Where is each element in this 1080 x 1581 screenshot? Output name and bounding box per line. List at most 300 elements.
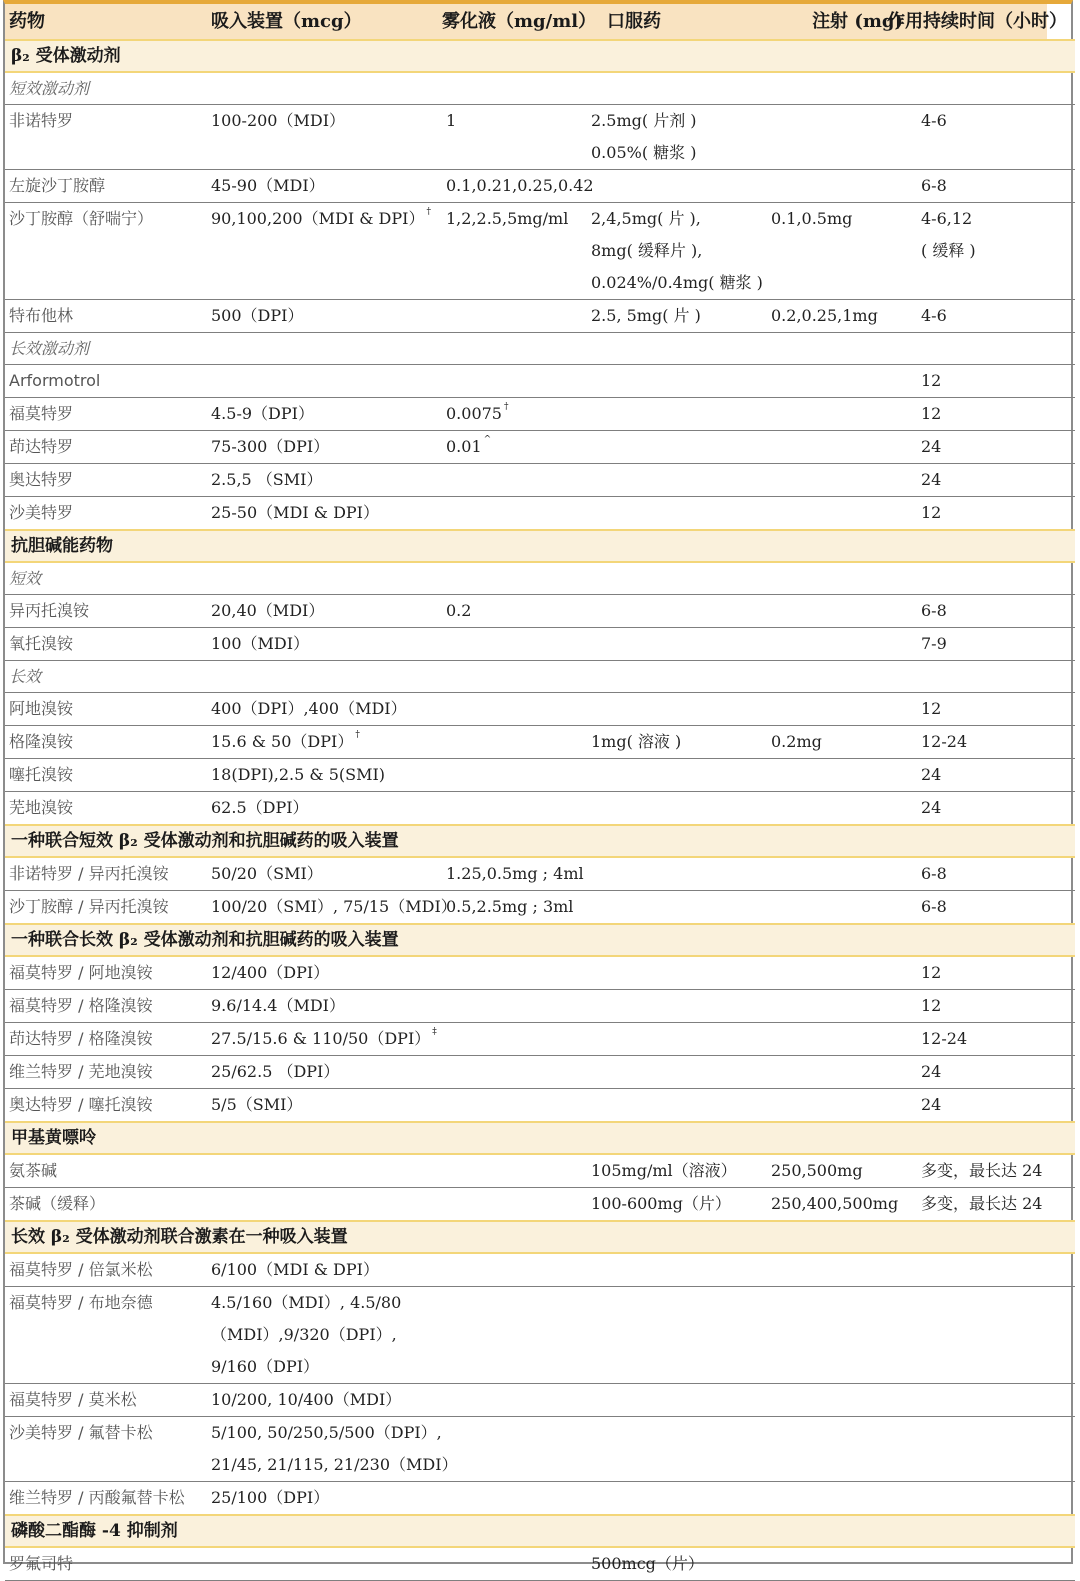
cell-injection: [767, 1253, 915, 1287]
section-header-row: [5, 530, 1075, 562]
cell-duration: [915, 1287, 1075, 1384]
cell-drug: 福莫特罗 / 阿地溴铵: [9, 963, 153, 982]
cell-nebulizer: [442, 300, 587, 333]
cell-duration: [915, 203, 1075, 300]
cell-duration: [915, 300, 1075, 333]
cell-inhaler: [207, 1056, 442, 1089]
cell-oral: [587, 628, 767, 661]
cell-injection: [767, 792, 915, 826]
table-row: [5, 693, 1075, 726]
cell-drug: 非诺特罗 / 异丙托溴铵: [9, 864, 169, 883]
oral-line: 1mg( 溶液 ): [591, 732, 682, 751]
cell-inhaler: [207, 1287, 442, 1384]
inhaler-value: 2.5,5 （SMI）: [211, 470, 323, 489]
cell-nebulizer: [442, 497, 587, 531]
cell-injection: [767, 1417, 915, 1482]
oral-line: 2.5mg( 片剂 ): [591, 111, 697, 130]
nebulizer-value: 1: [446, 111, 457, 130]
header-inhaler: 吸入装置（mcg）: [211, 11, 362, 32]
header-drug: 药物: [9, 11, 45, 32]
cell-injection: [767, 105, 915, 170]
subgroup-row: [5, 661, 1075, 693]
cell-drug: 特布他林: [9, 306, 74, 325]
cell-nebulizer: [442, 170, 594, 203]
nebulizer-value: 0.01: [446, 437, 482, 456]
cell-drug: 芜地溴铵: [9, 798, 74, 817]
subgroup-title: 短效激动剂: [9, 79, 90, 98]
cell-drug: 福莫特罗 / 莫米松: [9, 1390, 137, 1409]
duration-line: 4-6: [921, 111, 947, 130]
cell-injection: 250,400,500mg: [771, 1194, 899, 1213]
inhaler-line: 9/160（DPI）: [211, 1357, 320, 1376]
inhaler-value: 5/5（SMI）: [211, 1095, 303, 1114]
section-title: β₂ 受体激动剂: [11, 46, 121, 66]
table-row: [5, 990, 1075, 1023]
duration-line: 多变，最长达 24: [921, 1161, 1043, 1180]
cell-injection: 250,500mg: [771, 1161, 863, 1180]
cell-inhaler: [207, 1154, 442, 1188]
duration-line: 12: [921, 404, 942, 423]
cell-oral: [587, 891, 767, 925]
cell-oral: [587, 1023, 767, 1056]
duration-line: 6-8: [921, 864, 947, 883]
oral-line: 0.05%( 糖浆 ): [591, 143, 697, 162]
cell-duration: [915, 105, 1075, 170]
table-row: [5, 1056, 1075, 1089]
cell-injection: [767, 759, 915, 792]
cell-oral: [587, 857, 767, 891]
nebulizer-value: 0.5,2.5mg ; 3ml: [446, 897, 574, 916]
cell-oral: [587, 431, 767, 464]
cell-inhaler: [207, 1482, 442, 1516]
header-oral: 口服药: [607, 11, 661, 32]
section-header-row: [5, 825, 1075, 857]
cell-drug: 氧托溴铵: [9, 634, 74, 653]
oral-line: 100-600mg（片）: [591, 1194, 731, 1213]
duration-line: 4-6: [921, 306, 947, 325]
cell-drug: 福莫特罗: [9, 404, 74, 423]
inhaler-value: 10/200, 10/400（MDI）: [211, 1390, 402, 1409]
table-row: [5, 1384, 1075, 1417]
cell-injection: [767, 1023, 915, 1056]
cell-inhaler: [207, 726, 442, 759]
cell-nebulizer: [442, 990, 587, 1023]
section-header-row: [5, 1122, 1075, 1154]
cell-duration: [915, 1547, 1075, 1581]
cell-injection: [767, 1482, 915, 1516]
cell-duration: [915, 726, 1075, 759]
cell-drug: 福莫特罗 / 布地奈德: [9, 1293, 153, 1312]
cell-drug: 格隆溴铵: [9, 732, 74, 751]
cell-inhaler: [207, 398, 442, 431]
cell-drug: 福莫特罗 / 格隆溴铵: [9, 996, 153, 1015]
table-row: [5, 1154, 1075, 1188]
duration-line: 多变，最长达 24: [921, 1194, 1043, 1213]
duration-line: 12: [921, 699, 942, 718]
section-title: 长效 β₂ 受体激动剂联合激素在一种吸入装置: [11, 1227, 348, 1247]
footnote-marker: ‡: [432, 1027, 437, 1037]
table-row: [5, 105, 1075, 170]
cell-injection: [767, 891, 915, 925]
inhaler-value: 25/100（DPI）: [211, 1488, 330, 1507]
inhaler-value: 62.5（DPI）: [211, 798, 309, 817]
nebulizer-value: 0.2: [446, 601, 472, 620]
cell-oral: [587, 693, 767, 726]
cell-duration: [915, 1023, 1075, 1056]
cell-duration: [915, 1384, 1075, 1417]
cell-nebulizer: [442, 1384, 587, 1417]
cell-drug: 维兰特罗 / 芜地溴铵: [9, 1062, 153, 1081]
cell-injection: [767, 1089, 915, 1123]
cell-duration: [915, 857, 1075, 891]
cell-inhaler: [207, 497, 442, 531]
subgroup-row: [5, 562, 1075, 595]
duration-line: 6-8: [921, 176, 947, 195]
cell-inhaler: [207, 170, 442, 203]
cell-nebulizer: [442, 203, 587, 300]
cell-nebulizer: [442, 105, 587, 170]
section-title: 一种联合短效 β₂ 受体激动剂和抗胆碱药的吸入装置: [11, 831, 399, 851]
cell-injection: [767, 1547, 915, 1581]
cell-inhaler: [207, 693, 442, 726]
table-row: [5, 464, 1075, 497]
cell-injection: [767, 693, 915, 726]
table-row: [5, 1417, 1075, 1482]
section-title: 一种联合长效 β₂ 受体激动剂和抗胆碱药的吸入装置: [11, 930, 399, 950]
cell-injection: [767, 628, 915, 661]
cell-oral: [587, 595, 767, 628]
header-nebulizer: 雾化液（mg/ml）: [442, 11, 597, 32]
cell-duration: [915, 1417, 1075, 1482]
cell-inhaler: [207, 857, 442, 891]
cell-drug: 沙美特罗 / 氟替卡松: [9, 1423, 153, 1442]
inhaler-line: 4.5/160（MDI）, 4.5/80: [211, 1293, 402, 1312]
table-row: [5, 1089, 1075, 1123]
cell-duration: [915, 956, 1075, 990]
cell-nebulizer: [442, 792, 587, 826]
oral-line: 2,4,5mg( 片 ),: [591, 209, 701, 228]
nebulizer-value: 0.0075: [446, 404, 502, 423]
cell-oral: [587, 956, 767, 990]
cell-inhaler: [207, 1253, 442, 1287]
inhaler-value: 100-200（MDI）: [211, 111, 346, 130]
table-row: [5, 170, 1075, 203]
table-row: [5, 759, 1075, 792]
cell-inhaler: [207, 595, 442, 628]
cell-nebulizer: [442, 1482, 587, 1516]
duration-line: 24: [921, 1062, 942, 1081]
cell-inhaler: [207, 105, 442, 170]
cell-drug: 茚达特罗: [9, 437, 74, 456]
cell-duration: [915, 792, 1075, 826]
cell-oral: [587, 464, 767, 497]
table-header-row: [5, 4, 1075, 40]
header-injection: 注射 (mg): [812, 11, 903, 32]
cell-inhaler: [207, 1547, 442, 1581]
cell-duration: [915, 1188, 1075, 1222]
inhaler-line: （MDI）,9/320（DPI）,: [211, 1325, 397, 1344]
duration-line: 12: [921, 371, 942, 390]
cell-inhaler: [207, 431, 442, 464]
cell-inhaler: [207, 300, 442, 333]
section-header-row: [5, 40, 1075, 72]
table-row: [5, 1253, 1075, 1287]
inhaler-value: 100（MDI）: [211, 634, 310, 653]
section-title: 磷酸二酯酶 -4 抑制剂: [11, 1521, 178, 1541]
inhaler-value: 12/400（DPI）: [211, 963, 330, 982]
cell-nebulizer: [442, 1253, 587, 1287]
subgroup-title: 长效: [9, 667, 42, 686]
cell-inhaler: [207, 792, 442, 826]
cell-nebulizer: [442, 431, 587, 464]
cell-duration: [915, 1253, 1075, 1287]
cell-drug: Arformotrol: [9, 371, 101, 390]
header-duration: 作用持续时间（小时）: [887, 11, 1067, 32]
drug-table-container: [3, 0, 1073, 1573]
cell-nebulizer: [442, 1023, 587, 1056]
cell-oral: [587, 398, 767, 431]
table-row: [5, 203, 1075, 300]
oral-line: 8mg( 缓释片 ),: [591, 241, 703, 260]
cell-inhaler: [207, 1023, 442, 1056]
cell-injection: [767, 595, 915, 628]
subgroup-row: [5, 72, 1075, 105]
cell-oral: [587, 497, 767, 531]
cell-duration: [915, 431, 1075, 464]
duration-line: 24: [921, 437, 942, 456]
cell-inhaler: [207, 759, 442, 792]
cell-nebulizer: [442, 956, 587, 990]
nebulizer-value: 1.25,0.5mg ; 4ml: [446, 864, 584, 883]
inhaler-value: 45-90（MDI）: [211, 176, 325, 195]
inhaler-line: 5/100, 50/250,5/500（DPI）,: [211, 1423, 442, 1442]
cell-duration: [915, 398, 1075, 431]
cell-nebulizer: [442, 1417, 587, 1482]
cell-nebulizer: [442, 891, 587, 925]
subgroup-title: 短效: [9, 569, 42, 588]
duration-line: 7-9: [921, 634, 947, 653]
table-row: [5, 365, 1075, 398]
table-row: [5, 1023, 1075, 1056]
cell-duration: [915, 990, 1075, 1023]
table-row: [5, 628, 1075, 661]
inhaler-value: 100/20（SMI）, 75/15（MDI）: [211, 897, 457, 916]
cell-oral: [587, 1089, 767, 1123]
duration-line: 24: [921, 798, 942, 817]
cell-duration: [915, 1056, 1075, 1089]
duration-line: 24: [921, 1095, 942, 1114]
cell-drug: 沙丁胺醇（舒喘宁）: [9, 209, 154, 228]
subgroup-row: [5, 333, 1075, 365]
cell-duration: [915, 170, 1075, 203]
cell-drug: 奥达特罗: [9, 470, 74, 489]
cell-oral: [587, 990, 767, 1023]
cell-nebulizer: [442, 1547, 587, 1581]
nebulizer-value: 1,2,2.5,5mg/ml: [446, 209, 569, 228]
cell-duration: [915, 759, 1075, 792]
section-title: 抗胆碱能药物: [11, 536, 113, 556]
inhaler-value: 27.5/15.6 & 110/50（DPI）: [211, 1029, 431, 1048]
cell-duration: [915, 1154, 1075, 1188]
cell-injection: 0.1,0.5mg: [771, 209, 853, 228]
cell-duration: [915, 365, 1075, 398]
inhaler-value: 400（DPI）,400（MDI）: [211, 699, 407, 718]
duration-line: 6-8: [921, 601, 947, 620]
cell-injection: [767, 365, 915, 398]
cell-inhaler: [207, 1384, 442, 1417]
cell-drug: 维兰特罗 / 丙酸氟替卡松: [9, 1488, 185, 1507]
cell-oral: [587, 105, 767, 170]
cell-injection: 0.2,0.25,1mg: [771, 306, 878, 325]
cell-inhaler: [207, 1089, 442, 1123]
cell-inhaler: [207, 956, 442, 990]
cell-injection: [767, 956, 915, 990]
cell-inhaler: [207, 1417, 458, 1482]
cell-oral: [587, 1253, 767, 1287]
oral-line: 105mg/ml（溶液）: [591, 1161, 737, 1180]
section-header-row: [5, 1515, 1075, 1547]
cell-drug: 福莫特罗 / 倍氯米松: [9, 1260, 153, 1279]
table-row: [5, 891, 1075, 925]
cell-drug: 奥达特罗 / 噻托溴铵: [9, 1095, 153, 1114]
inhaler-value: 9.6/14.4（MDI）: [211, 996, 345, 1015]
cell-nebulizer: [442, 464, 587, 497]
table-row: [5, 595, 1075, 628]
table-row: [5, 857, 1075, 891]
cell-oral: [587, 759, 767, 792]
cell-injection: [767, 431, 915, 464]
cell-oral: [587, 365, 767, 398]
cell-duration: [915, 891, 1075, 925]
cell-oral: [587, 1547, 767, 1581]
oral-line: 0.024%/0.4mg( 糖浆 ): [591, 273, 763, 292]
cell-injection: [767, 398, 915, 431]
cell-nebulizer: [442, 1154, 587, 1188]
cell-oral: [587, 1154, 767, 1188]
table-row: [5, 497, 1075, 531]
table-row: [5, 300, 1075, 333]
cell-duration: [915, 497, 1075, 531]
duration-line: 12-24: [921, 732, 968, 751]
duration-line: 12: [921, 503, 942, 522]
cell-oral: [587, 792, 767, 826]
inhaler-line: 21/45, 21/115, 21/230（MDI）: [211, 1455, 458, 1474]
section-title: 甲基黄嘌呤: [11, 1128, 96, 1148]
duration-line: 12: [921, 996, 942, 1015]
table-row: [5, 1188, 1075, 1222]
section-header-row: [5, 1221, 1075, 1253]
table-row: [5, 792, 1075, 826]
table-row: [5, 1547, 1075, 1581]
inhaler-value: 50/20（SMI）: [211, 864, 323, 883]
cell-inhaler: [207, 891, 457, 925]
bronchodilator-table: [5, 4, 1075, 1581]
cell-inhaler: [207, 628, 442, 661]
cell-oral: [587, 300, 767, 333]
cell-oral: [587, 203, 767, 300]
table-row: [5, 398, 1075, 431]
duration-line: 6-8: [921, 897, 947, 916]
cell-inhaler: [207, 203, 442, 300]
cell-oral: [587, 1482, 767, 1516]
cell-injection: [767, 1384, 915, 1417]
cell-drug: 阿地溴铵: [9, 699, 74, 718]
cell-drug: 茶碱（缓释）: [9, 1194, 106, 1213]
cell-oral: [587, 1417, 767, 1482]
duration-line: 4-6,12: [921, 209, 973, 228]
cell-nebulizer: [442, 759, 587, 792]
subgroup-title: 长效激动剂: [9, 339, 90, 358]
footnote-marker: †: [426, 207, 431, 217]
cell-nebulizer: [442, 595, 587, 628]
cell-duration: [915, 693, 1075, 726]
cell-drug: 沙美特罗: [9, 503, 74, 522]
inhaler-value: 75-300（DPI）: [211, 437, 330, 456]
inhaler-value: 15.6 & 50（DPI）: [211, 732, 354, 751]
inhaler-value: 25/62.5 （DPI）: [211, 1062, 340, 1081]
cell-drug: 沙丁胺醇 / 异丙托溴铵: [9, 897, 169, 916]
duration-line: 24: [921, 765, 942, 784]
cell-nebulizer: [442, 1188, 587, 1222]
cell-drug: 噻托溴铵: [9, 765, 74, 784]
cell-injection: 0.2mg: [771, 732, 822, 751]
cell-oral: [587, 170, 767, 203]
cell-oral: [587, 1287, 767, 1384]
oral-line: 500mcg（片）: [591, 1554, 704, 1573]
cell-drug: 氨茶碱: [9, 1161, 58, 1180]
cell-nebulizer: [442, 628, 587, 661]
cell-duration: [915, 464, 1075, 497]
footnote-marker: †: [355, 730, 360, 740]
cell-injection: [767, 857, 915, 891]
cell-injection: [767, 1056, 915, 1089]
cell-oral: [587, 1188, 767, 1222]
cell-oral: [587, 1384, 767, 1417]
inhaler-value: 6/100（MDI & DPI）: [211, 1260, 379, 1279]
inhaler-value: 18(DPI),2.5 & 5(SMI): [211, 765, 386, 784]
cell-nebulizer: [442, 365, 587, 398]
cell-nebulizer: [442, 1287, 587, 1384]
inhaler-value: 4.5-9（DPI）: [211, 404, 314, 423]
section-header-row: [5, 924, 1075, 956]
cell-duration: [915, 595, 1075, 628]
duration-line: 12-24: [921, 1029, 968, 1048]
cell-duration: [915, 1089, 1075, 1123]
cell-oral: [587, 726, 767, 759]
duration-line: 12: [921, 963, 942, 982]
table-row: [5, 726, 1075, 759]
table-row: [5, 956, 1075, 990]
duration-line: 24: [921, 470, 942, 489]
cell-injection: [767, 497, 915, 531]
cell-nebulizer: [442, 1056, 587, 1089]
cell-inhaler: [207, 1188, 442, 1222]
inhaler-value: 20,40（MDI）: [211, 601, 325, 620]
cell-nebulizer: [442, 398, 587, 431]
table-row: [5, 431, 1075, 464]
cell-injection: [767, 1287, 915, 1384]
cell-drug: 罗氟司特: [9, 1554, 74, 1573]
table-row: [5, 1287, 1075, 1384]
cell-nebulizer: [442, 726, 587, 759]
table-body: [5, 40, 1075, 1581]
footnote-marker: †: [503, 402, 509, 412]
cell-nebulizer: [442, 857, 587, 891]
cell-nebulizer: [442, 693, 587, 726]
oral-line: 2.5, 5mg( 片 ): [591, 306, 701, 325]
inhaler-value: 90,100,200（MDI & DPI）: [211, 209, 425, 228]
cell-oral: [587, 1056, 767, 1089]
